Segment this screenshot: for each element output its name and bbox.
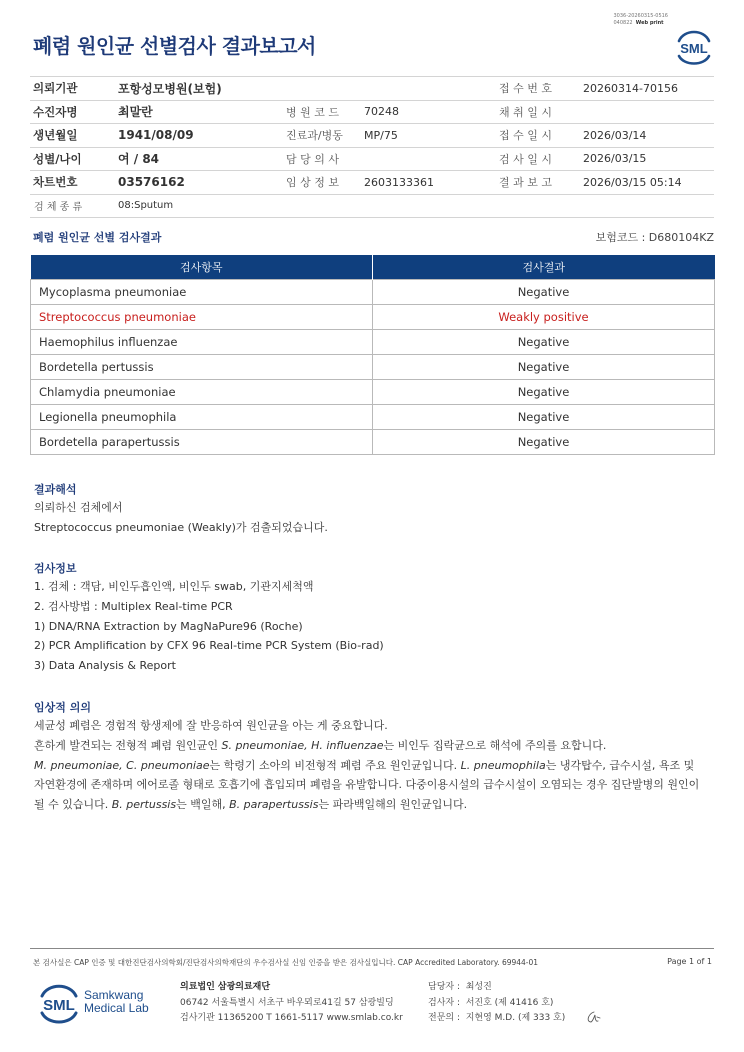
info-key: 검 체 종 류 xyxy=(30,194,118,218)
results-table xyxy=(30,255,715,455)
hospital-code: 70248 xyxy=(364,100,495,124)
info-key: 접 수 일 시 xyxy=(495,124,583,148)
physician xyxy=(364,147,495,171)
col-result-header: 검사결과 xyxy=(373,255,715,279)
table-row xyxy=(31,329,715,354)
institution-value: 포항성모병원(보험) xyxy=(118,77,282,101)
staff-list: 담당자 : 최성진 검사자 : 서진호 (제 41416 호) 전문의 : 지현영 M.D. (제 333 호) xyxy=(428,982,566,1023)
sex-age: 여 / 84 xyxy=(118,147,282,171)
info-key: 생년월일 xyxy=(30,124,118,148)
test-info-body: 1. 검체 : 객담, 비인두흡인액, 비인두 swab, 기관지세척액 2. 검사방법 : Multiplex Real-time PCR 1) DNA/RNA Extraction by MagNaPure96 (Roche) 2) PCR Amplification by CFX 96 Real-time PCR System (Bio-rad) 3) Data Analysis & Report xyxy=(34,580,384,673)
patient-name: 최말란 xyxy=(118,100,282,124)
info-key: 검 사 일 시 xyxy=(495,147,583,171)
test-info-title: 검사정보 xyxy=(34,562,77,575)
department: MP/75 xyxy=(364,124,495,148)
info-key: 성별/나이 xyxy=(30,147,118,171)
svg-text:SML: SML xyxy=(43,997,75,1014)
specimen-type: 08:Sputum xyxy=(118,194,282,218)
table-row xyxy=(31,404,715,429)
info-row xyxy=(30,171,714,195)
info-key: 접 수 번 호 xyxy=(495,77,583,101)
accession-number: 20260314-70156 xyxy=(583,77,714,101)
page-number: Page 1 of 1 xyxy=(667,957,712,966)
patient-info-table xyxy=(30,76,714,218)
footer-divider xyxy=(30,948,714,949)
results-header-row xyxy=(31,255,715,279)
test-item: Legionella pneumophila xyxy=(31,404,373,429)
test-result: Negative xyxy=(373,329,715,354)
info-key: 진료과/병동 xyxy=(282,124,364,148)
info-key: 결 과 보 고 xyxy=(495,171,583,195)
test-item: Chlamydia pneumoniae xyxy=(31,379,373,404)
info-row xyxy=(30,147,714,171)
test-result: Weakly positive xyxy=(373,304,715,329)
test-item: Bordetella parapertussis xyxy=(31,429,373,454)
accreditation-note: 본 검사실은 CAP 인증 및 대한진단검사의학회/진단검사의학재단의 우수검사실 신임 인증을 받은 검사실입니다. CAP Accredited Laboratory. 69944-01 xyxy=(33,958,539,967)
col-item-header: 검사항목 xyxy=(31,255,373,279)
table-row xyxy=(31,429,715,454)
insurance-code: 보험코드 : D680104KZ xyxy=(595,231,714,244)
birth-date: 1941/08/09 xyxy=(118,124,282,148)
staff-name: 지현영 M.D. (제 333 호) xyxy=(465,1013,566,1023)
info-row xyxy=(30,100,714,124)
page-title: 폐렴 원인균 선별검사 결과보고서 xyxy=(33,34,316,58)
table-row xyxy=(31,379,715,404)
clinical-body: 세균성 폐렴은 경험적 항생제에 잘 반응하여 원인균을 아는 게 중요합니다. 흔하게 발견되는 전형적 폐렴 원인균인 S. pneumoniae, H. influenzae는 비인두 집락균으로 해석에 주의를 요합니다. M. pneumoniae, C. pneumoniae는 학령기 소아의 비전형적 폐렴 주요 원인균입니다. L. pneumophila는 냉각탑수, 급수시설, 욕조 및 자연환경에 존재하며 에어로졸 형태로 호흡기에 흡입되며 폐렴을 유발합니다. 다중이용시설의 급수시설이 오염되는 경우 집단발병의 원인이 될 수 있습니다. B. pertussis는 백일해, B. parapertussis는 파라백일해의 원인균입니다. xyxy=(34,719,700,812)
test-item: Bordetella pertussis xyxy=(31,354,373,379)
info-key: 임 상 정 보 xyxy=(282,171,364,195)
org-info: 의료법인 삼광의료재단 06742 서울특별시 서초구 바우뫼로41길 57 삼광빌딩 검사기관 11365200 T 1661-5117 www.smlab.co.kr xyxy=(180,982,403,1023)
test-result: Negative xyxy=(373,279,715,304)
table-row-positive xyxy=(31,304,715,329)
info-key: 병 원 코 드 xyxy=(282,100,364,124)
sml-footer-logo xyxy=(36,980,82,1026)
staff-name: 최성진 xyxy=(465,982,492,992)
collection-date xyxy=(583,100,714,124)
test-result: Negative xyxy=(373,429,715,454)
svg-text:SML: SML xyxy=(680,41,708,56)
info-key: 채 취 일 시 xyxy=(495,100,583,124)
info-key: 수진자명 xyxy=(30,100,118,124)
table-row xyxy=(31,354,715,379)
info-row xyxy=(30,124,714,148)
info-key: 차트번호 xyxy=(30,171,118,195)
test-item: Haemophilus influenzae xyxy=(31,329,373,354)
clinical-info: 2603133361 xyxy=(364,171,495,195)
info-key: 담 당 의 사 xyxy=(282,147,364,171)
clinical-title: 임상적 의의 xyxy=(34,701,91,714)
test-result: Negative xyxy=(373,379,715,404)
received-date: 2026/03/14 xyxy=(583,124,714,148)
info-key: 의뢰기관 xyxy=(30,77,118,101)
info-row xyxy=(30,77,714,101)
report-date: 2026/03/15 05:14 xyxy=(583,171,714,195)
staff-name: 서진호 (제 41416 호) xyxy=(465,997,554,1008)
test-date: 2026/03/15 xyxy=(583,147,714,171)
signature xyxy=(584,1008,602,1026)
test-item: Streptococcus pneumoniae xyxy=(31,304,373,329)
chart-number: 03576162 xyxy=(118,171,282,195)
test-item: Mycoplasma pneumoniae xyxy=(31,279,373,304)
results-section-title: 폐렴 원인균 선별 검사결과 xyxy=(33,231,162,244)
info-row xyxy=(30,194,714,218)
report-code: 3036-20260315-0516 040822 Web print xyxy=(613,13,668,26)
sml-logo xyxy=(674,26,714,66)
table-row xyxy=(31,279,715,304)
test-result: Negative xyxy=(373,354,715,379)
brand-name: Samkwang Medical Lab xyxy=(84,988,149,1015)
interpretation-title: 결과해석 xyxy=(34,483,77,496)
test-result: Negative xyxy=(373,404,715,429)
interpretation-body: 의뢰하신 검체에서 Streptococcus pneumoniae (Weakly)가 검출되었습니다. xyxy=(34,501,328,534)
